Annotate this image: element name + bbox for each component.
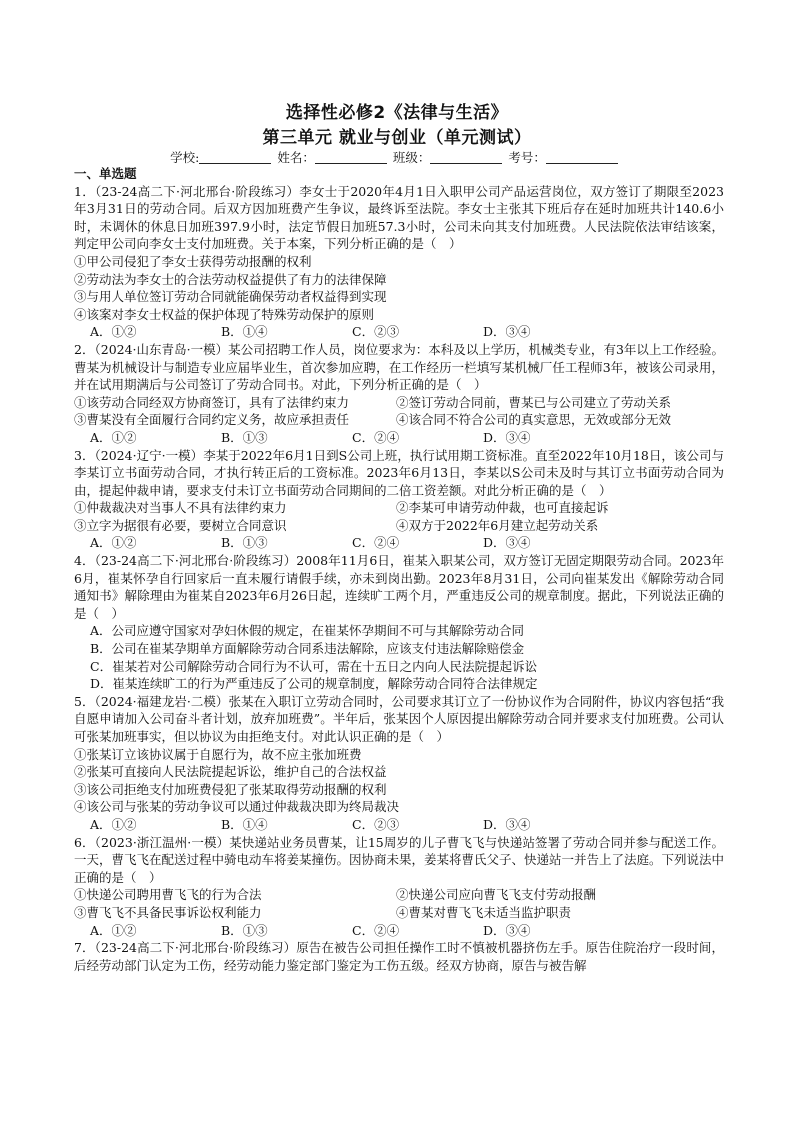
school-blank[interactable] <box>199 151 271 164</box>
choice-d[interactable]: D．崔某连续旷工的行为严重违反了公司的规章制度，解除劳动合同符合法律规定 <box>90 676 538 692</box>
statement-row <box>74 886 724 904</box>
question-stem: 2．（2024·山东青岛·一模）某公司招聘工作人员，岗位要求为：本科及以上学历，机械类专业，有3年以上工作经验。曹某为机械设计与制造专业应届毕业生，首次参加应聘，在工作经历一栏填写某机械厂任工程师3年，被该公司录用，并在试用期满后与公司签订了劳动合同书。对此，下列分析正确的是（ ） <box>74 341 724 393</box>
choice-d[interactable]: D．③④ <box>483 816 531 832</box>
question-stem: 1．（23-24高二下·河北邢台·阶段练习）李女士于2020年4月1日入职甲公司产品运营岗位，双方签订了期限至2023年3月31日的劳动合同。后双方因加班费产生争议，最终诉至法院。李女士主张其下班后存在延时加班共计140.6小时，未调休的休息日加班397.9小时，法定节假日加班57.3小时，公司未向其支付加班费。人民法院依法审结该案，判定甲公司向李女士支付加班费。关于本案，下列分析正确的是（ ） <box>74 183 724 252</box>
statement-item: ②劳动法为李女士的合法劳动权益提供了有力的法律保障 <box>74 271 387 287</box>
statement-row <box>74 517 724 535</box>
question-stem: 3．（2024·辽宁·一模）李某于2022年6月1日到S公司上班，执行试用期工资标准。直至2022年10月18日，该公司与李某订立书面劳动合同，才执行转正后的工资标准。2023年6月13日，李某以S公司未及时与其订立书面劳动合同为由，提起仲裁申请，要求支付未订立书面劳动合同期间的二倍工资差额。对此分析正确的是（ ） <box>74 447 724 498</box>
choice-b[interactable]: B．①③ <box>221 535 268 551</box>
statement-item: ②签订劳动合同前，曹某已与公司建立了劳动关系 <box>396 394 672 410</box>
statement-item: ④该合同不符合公司的真实意思，无效或部分无效 <box>396 412 672 428</box>
question-stem: 5．（2024·福建龙岩·二模）张某在入职订立劳动合同时，公司要求其订立了一份协议作为合同附件，协议内容包括“我自愿申请加入公司奋斗者计划，放弃加班费”。半年后，张某因个人原因提出解除劳动合同并要求支付加班费。公司认可张某加班事实，但以协议为由拒绝支付。对此认识正确的是（ ） <box>74 693 724 744</box>
statement-row <box>74 411 724 429</box>
question-5 <box>74 693 724 834</box>
choice-a[interactable]: A．①② <box>90 535 137 551</box>
statement-item: ②快递公司应向曹飞飞支付劳动报酬 <box>396 887 597 903</box>
statement-item: ①张某订立该协议属于自愿行为，故不应主张加班费 <box>74 746 362 762</box>
statement-item: ①仲裁裁决对当事人不具有法律约束力 <box>74 500 287 516</box>
statement-item: ①快递公司聘用曹飞飞的行为合法 <box>74 887 262 903</box>
statement-row <box>74 904 724 922</box>
choice-a[interactable]: A．①② <box>90 922 137 938</box>
choice-b[interactable]: B．公司在崔某孕期单方面解除劳动合同系违法解除，应该支付违法解除赔偿金 <box>90 641 525 657</box>
statement-item: ②张某可直接向人民法院提起诉讼，维护自己的合法权益 <box>74 764 387 780</box>
statement-item: ③立字为据很有必要，要树立合同意识 <box>74 517 287 533</box>
statement-item: ④双方于2022年6月建立起劳动关系 <box>396 517 599 533</box>
statement-item: ④该案对李女士权益的保护体现了特殊劳动保护的原则 <box>74 306 375 322</box>
choice-b[interactable]: B．①③ <box>221 922 268 938</box>
question-list <box>74 165 724 974</box>
question-stem: 7．（23-24高二下·河北邢台·阶段练习）原告在被告公司担任操作工时不慎被机器挤伤左手。原告住院治疗一段时间，后经劳动部门认定为工伤，经劳动能力鉴定部门鉴定为工伤五级。经双方协商，原告与被告解 <box>74 940 724 973</box>
statement-item: ③与用人单位签订劳动合同就能确保劳动者权益得到实现 <box>74 289 387 305</box>
choice-a[interactable]: A．公司应遵守国家对孕妇休假的规定，在崔某怀孕期间不可与其解除劳动合同 <box>90 623 525 639</box>
statement-row <box>74 499 724 517</box>
number-label: 考号： <box>508 150 546 165</box>
statement-item: ④该公司与张某的劳动争议可以通过仲裁裁决即为终局裁决 <box>74 799 400 815</box>
choice-c[interactable]: C．②④ <box>352 922 400 938</box>
statement-row <box>74 394 724 412</box>
statement-item: ③曹某没有全面履行合同约定义务，故应承担责任 <box>74 412 350 428</box>
statement-item: ①甲公司侵犯了李女士获得劳动报酬的权利 <box>74 253 312 269</box>
choice-a[interactable]: A．①② <box>90 429 137 445</box>
statement-item: ②李某可申请劳动仲裁，也可直接起诉 <box>396 500 609 516</box>
name-label: 姓名： <box>277 150 315 165</box>
answer-choices <box>74 922 724 940</box>
class-label: 班级： <box>392 150 431 165</box>
number-blank[interactable] <box>546 151 618 164</box>
statement-item: ①该劳动合同经双方协商签订，具有了法律约束力 <box>74 394 350 410</box>
choice-c[interactable]: C．②③ <box>352 816 400 832</box>
choice-b[interactable]: B．①③ <box>221 429 268 445</box>
answer-choices <box>74 816 724 834</box>
choice-a[interactable]: A．①② <box>90 816 137 832</box>
choice-c[interactable]: C．②④ <box>352 429 400 445</box>
choice-d[interactable]: D．③④ <box>483 922 531 938</box>
question-4 <box>74 552 724 693</box>
class-blank[interactable] <box>430 151 502 164</box>
choice-c[interactable]: C．②④ <box>352 535 400 551</box>
question-7 <box>74 939 724 974</box>
answer-choices <box>74 429 724 447</box>
choice-d[interactable]: D．③④ <box>483 324 531 340</box>
question-2 <box>74 341 724 447</box>
choice-b[interactable]: B．①④ <box>221 816 268 832</box>
student-info-line <box>0 148 794 166</box>
choice-d[interactable]: D．③④ <box>483 535 531 551</box>
question-stem: 6．（2023·浙江温州·一模）某快递站业务员曹某，让15周岁的儿子曹飞飞与快递站签署了劳动合同并参与配送工作。一天，曹飞飞在配送过程中骑电动车将姜某撞伤。因协商未果，姜某将曹氏父子、快递站一并告上了法庭。下列说法中正确的是（ ） <box>74 834 725 885</box>
page-title: 选择性必修2《法律与生活》 <box>285 103 509 123</box>
statement-item: ④曹某对曹飞飞未适当监护职责 <box>396 904 572 920</box>
question-stem: 4．（23-24高二下·河北邢台·阶段练习）2008年11月6日，崔某入职某公司，双方签订无固定期限劳动合同。2023年6月，崔某怀孕自行回家后一直未履行请假手续，亦未到岗出勤。2023年8月31日，公司向崔某发出《解除劳动合同通知书》解除理由为崔某自2023年6月26日起，连续旷工两个月，严重违反公司的规章制度。据此，下列说法正确的是（ ） <box>74 553 724 621</box>
page-subtitle: 第三单元 就业与创业（单元测试） <box>262 128 532 148</box>
statement-item: ③该公司拒绝支付加班费侵犯了张某取得劳动报酬的权利 <box>74 781 387 797</box>
choice-c[interactable]: C．崔某若对公司解除劳动合同行为不认可，需在十五日之内向人民法院提起诉讼 <box>90 658 538 674</box>
choice-b[interactable]: B．①④ <box>221 324 268 340</box>
choice-a[interactable]: A．①② <box>90 324 137 340</box>
choice-c[interactable]: C．②③ <box>352 324 400 340</box>
question-6 <box>74 834 724 940</box>
question-3 <box>74 447 724 553</box>
choice-d[interactable]: D．③④ <box>483 429 531 445</box>
answer-choices <box>74 323 724 341</box>
school-label: 学校: <box>170 150 200 165</box>
answer-choices <box>74 534 724 552</box>
section-heading: 一、单选题 <box>74 166 137 181</box>
statement-item: ③曹飞飞不具备民事诉讼权利能力 <box>74 904 262 920</box>
name-blank[interactable] <box>315 151 387 164</box>
question-1 <box>74 183 724 341</box>
